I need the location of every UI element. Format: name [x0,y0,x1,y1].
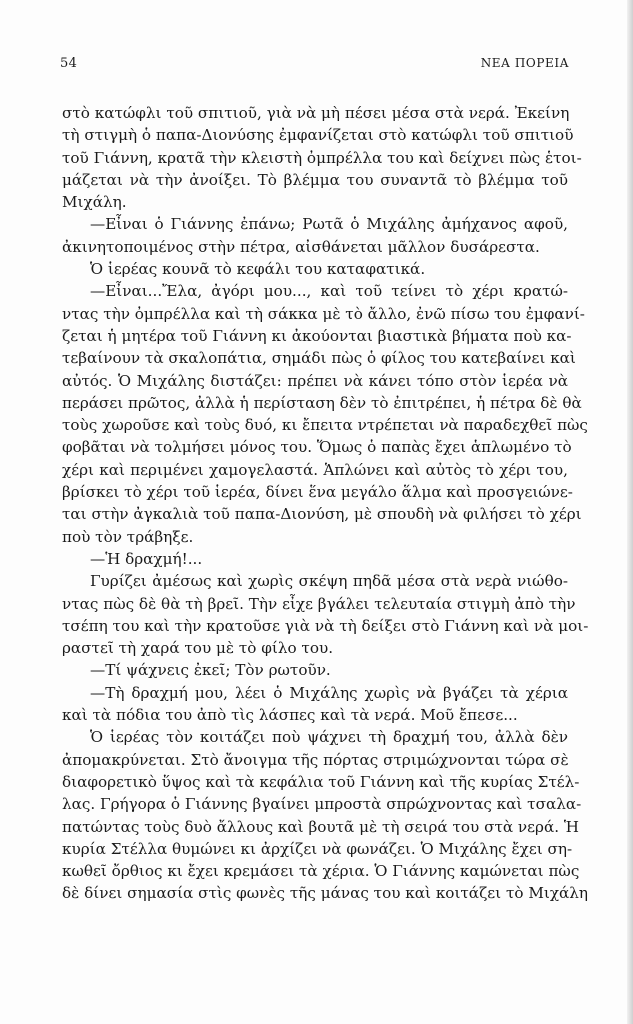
body-text [62,102,589,905]
text-line: περάσει πρῶτος, ἀλλὰ ἡ περίσταση δὲν τὸ ἐπιτρέπει, ἡ πέτρα δὲ θὰ [62,393,582,412]
text-line: Μιχάλη. [62,193,127,212]
page-number: 54 [60,56,78,71]
text-line: ἀκινητοποιμένος στὴν πέτρα, αἰσθάνεται μᾶλλον δυσάρεστα. [62,237,540,256]
text-line: δὲ δίνει σημασία στὶς φωνὲς τῆς μάνας του καὶ κοιτάζει τὸ Μιχάλη [62,884,589,903]
text-line: χέρι καὶ περιμένει χαμογελαστά. Ἁπλώνει καὶ αὐτὸς τὸ χέρι του, [62,460,568,479]
text-line: —Εἶναι...Ἔλα, ἀγόρι μου..., καὶ τοῦ τείνει τὸ χέρι κρατώ- [90,282,568,301]
text-line: ται στὴν ἀγκαλιὰ τοῦ παπα-Διονύση, μὲ σπουδὴ νὰ φιλήσει τὸ χέρι [62,505,582,524]
text-line: ντας τὴν ὀμπρέλλα καὶ τὴ σάκκα μὲ τὸ ἄλλο, ἐνῶ πίσω του ἐμφανί- [62,304,585,323]
text-line: βρίσκει τὸ χέρι τοῦ ἱερέα, δίνει ἕνα μεγάλο ἅλμα καὶ προσγειώνε- [62,483,573,502]
text-line: στὸ κατώφλι τοῦ σπιτιοῦ, γιὰ νὰ μὴ πέσει μέσα στὰ νερά. Ἐκείνη [62,104,570,122]
text-line: λας. Γρήγορα ὁ Γιάννης βγαίνει μπροστὰ σπρώχνοντας καὶ τσαλα- [62,795,582,814]
text-line: κυρία Στέλλα θυμώνει κι ἀρχίζει νὰ φωνάζει. Ὁ Μιχάλης ἔχει ση- [62,839,573,858]
text-line: ζεται ἡ μητέρα τοῦ Γιάννη κι ἀκούονται βιαστικὰ βήματα ποὺ κα- [62,326,572,345]
text-line: ποὺ τὸν τράβηξε. [62,527,194,546]
page-header [60,56,569,76]
text-line: —Ἡ δραχμή!... [90,549,203,568]
text-line: καὶ τὰ πόδια του ἀπὸ τὶς λάσπες καὶ τὰ νερά. Μοῦ ἔπεσε... [62,706,518,725]
page-edge-shadow [627,0,633,1024]
text-line: τσέπη του καὶ τὴν κρατοῦσε γιὰ νὰ τὴ δείξει στὸ Γιάννη καὶ νὰ μοι- [62,616,589,635]
text-line: αὐτός. Ὁ Μιχάλης διστάζει: πρέπει νὰ κάνει τόπο στὸν ἱερέα νὰ [62,371,568,390]
text-line: τεβαίνουν τὰ σκαλοπάτια, σημάδι πὼς ὁ φίλος του κατεβαίνει καὶ [62,349,576,368]
text-line: Ὁ ἱερέας κουνᾶ τὸ κεφάλι του καταφατικά. [90,260,426,279]
text-line: —Εἶναι ὁ Γιάννης ἐπάνω; Ρωτᾶ ὁ Μιχάλης ἀμήχανος αφοῦ, [90,215,568,234]
text-line: φοβᾶται νὰ τολμήσει μόνος του. Ὅμως ὁ παπὰς ἔχει ἁπλωμένο τὸ [62,438,572,457]
text-line: μάζεται νὰ τὴν ἀνοίξει. Τὸ βλέμμα του συναντᾶ τὸ βλέμμα τοῦ [62,170,568,189]
text-line: πατώντας τοὺς δυὸ ἄλλους καὶ βουτᾶ μὲ τὴ σειρά του στὰ νερά. Ἡ [62,817,579,836]
running-head: ΝΕΑ ΠΟΡΕΙΑ [480,56,569,70]
text-line: κωθεῖ ὄρθιος κι ἔχει κρεμάσει τὰ χέρια. Ὁ Γιάννης καμώνεται πὼς [62,862,580,881]
text-line: ντας πὼς δὲ θὰ τὴ βρεῖ. Τὴν εἶχε βγάλει τελευταία στιγμὴ ἀπὸ τὴν [62,594,576,613]
text-line: Γυρίζει ἀμέσως καὶ χωρὶς σκέψη πηδᾶ μέσα στὰ νερὰ νιώθο- [90,572,568,591]
text-line: Ὁ ἱερέας τὸν κοιτάζει ποὺ ψάχνει τὴ δραχμή του, ἀλλὰ δὲν [90,728,568,747]
text-line: ραστεῖ τὴ χαρά του μὲ τὸ φίλο του. [62,639,334,658]
text-line: —Τί ψάχνεις ἐκεῖ; Τὸν ρωτοῦν. [90,661,331,680]
text-line: ἀπομακρύνεται. Στὸ ἄνοιγμα τῆς πόρτας στριμώχνονται τώρα σὲ [62,750,569,769]
text-line: τὴ στιγμὴ ὁ παπα-Διονύσης ἐμφανίζεται στὸ κατώφλι τοῦ σπιτιοῦ [62,126,574,145]
text-line: διαφορετικὸ ὕψος καὶ τὰ κεφάλια τοῦ Γιάννη καὶ τῆς κυρίας Στέλ- [62,772,580,791]
text-line: τοὺς χωροῦσε καὶ τοὺς δυό, κι ἔπειτα ντρέπεται νὰ παραδεχθεῖ πὼς [62,416,588,435]
text-line: —Τὴ δραχμή μου, λέει ὁ Μιχάλης χωρὶς νὰ βγάζει τὰ χέρια [90,683,568,702]
text-line: τοῦ Γιάννη, κρατᾶ τὴν κλειστὴ ὀμπρέλλα του καὶ δείχνει πὼς ἑτοι- [62,148,582,167]
